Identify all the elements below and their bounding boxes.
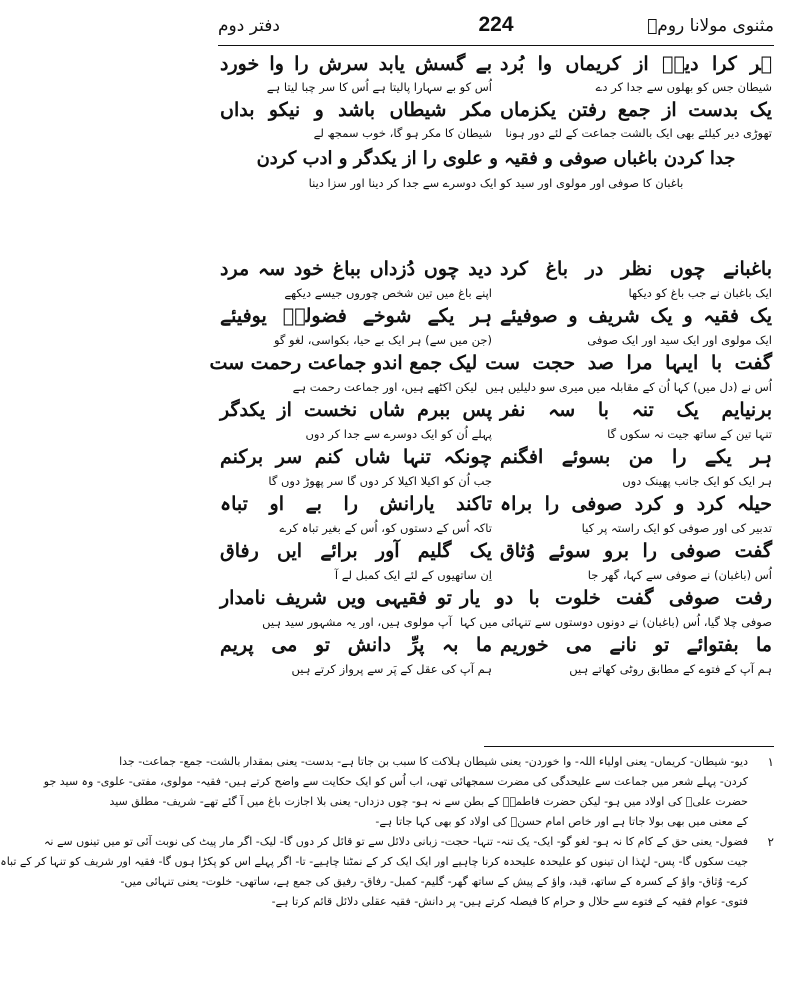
translation-line: شیطان جس کو بھلوں سے جدا کر دے bbox=[595, 80, 772, 94]
translation-line: شیطان کا مکر ہو گا، خوب سمجھ لے bbox=[313, 126, 492, 140]
section-heading-translation: باغبان کا صوفی اور مولوی اور سید کو ایک دوسرے سے جدا کر دینا اور سزا دینا bbox=[308, 176, 684, 190]
verse-line: یک فقیہ و یک شریف و صوفیئے bbox=[500, 305, 772, 327]
volume-label: دفتر دوم bbox=[218, 16, 280, 36]
verse-line: یک گلیم آور برائے ایں رفاق bbox=[220, 540, 492, 562]
translation-line: اُس (باغبان) نے صوفی سے کہا، گھر جا bbox=[587, 568, 772, 582]
book-title: مثنوی مولانا رومؒ bbox=[647, 16, 774, 36]
verse-row bbox=[214, 444, 778, 491]
translation-line: ہم آپ کے فتوے کے مطابق روٹی کھاتے ہیں bbox=[569, 662, 772, 676]
translation-line: اُس کو بے سہارا پالیتا ہے اُس کا سر چبا لیتا ہے bbox=[266, 80, 492, 94]
translation-line: آپ مولوی ہیں، اور یہ مشہور سید ہیں bbox=[262, 615, 452, 629]
translation-line: ایک مولوی اور ایک سید اور ایک صوفی bbox=[587, 333, 772, 347]
verse-line: ہر یکے شوخے فضولیؒ یوفیئے bbox=[220, 305, 492, 327]
top-verses bbox=[214, 51, 778, 193]
verse-row bbox=[214, 397, 778, 444]
main-verses bbox=[209, 256, 778, 679]
footnote-line: جیت سکوں گا- پس- لہٰذا ان تینوں کو علیحدہ علیحدہ کرنا چاہیے اور ایک ایک کر کے نمٹنا چاہیے- تا- اگر پہلے اس کو پکڑا ہوں گا- فقیہ اور شریف کو تنہا کر کے تباہ bbox=[0, 855, 748, 868]
translation-line: تدبیر کی اور صوفی کو ایک راستہ پر کیا bbox=[581, 521, 772, 535]
header-rule bbox=[218, 45, 774, 46]
footnote-line: کرے- وُثاق- واؤ کے کسرہ کے ساتھ، قید، واؤ کے پیش کے ساتھ گھر- گلیم- کمبل- رفاق- رفیق کی جمع ہے، ساتھی- خلوت- یعنی تنہائی میں- bbox=[120, 875, 748, 888]
verse-line: تاکند یارانش را بے او تباہ bbox=[220, 493, 492, 515]
verse-row bbox=[214, 303, 778, 350]
verse-line: حیلہ کرد و کرد صوفی را براہ bbox=[500, 493, 772, 515]
verse-row bbox=[214, 585, 778, 632]
footnote-marker: ۱ bbox=[767, 755, 774, 769]
translation-line: اپنے باغ میں تین شخص چوروں جیسے دیکھے bbox=[284, 286, 492, 300]
verse-row bbox=[209, 350, 778, 397]
footnote-line: دیو- شیطان- کریماں- یعنی اولیاء اللہ- وا خوردن- یعنی شیطان ہلاکت کا سبب بن جاتا ہے- بدست- یعنی بمقدار بالشت- جمع- جماعت- جدا bbox=[119, 755, 748, 768]
footnote-line: حضرت علیؓ کی اولاد میں ہو- لیکن حضرت فاطمہؓ کے بطن سے نہ ہو- چوں دزداں- یعنی بلا اجازت باغ میں آ گئے تھے- شریف- مطلق سید bbox=[109, 795, 748, 808]
footnote-line: فتوی- عوام فقیہ کے فتوے سے حلال و حرام کا فیصلہ کرتے ہیں- پر دانش- فقیہ عقلی دلائل قائم کرتا ہے- bbox=[271, 895, 748, 908]
verse-line: لیک جمع اندو جماعت رحمت ست bbox=[209, 352, 478, 374]
footnote-line: کے معنی میں بھی بولا جاتا ہے اور خاص امام حسنؓ کی اولاد کو بھی کہا جاتا ہے- bbox=[375, 815, 748, 828]
verse-row bbox=[214, 632, 778, 679]
verse-line: پس ببرم شاں نخست از یکدگر bbox=[220, 399, 492, 421]
verse-line: ہر کرا دیوؒ از کریماں وا بُرد bbox=[500, 53, 772, 75]
section-heading: جدا کردن باغباں صوفی و فقیہ و علوی را از یکدگر و ادب کردن bbox=[256, 148, 736, 169]
verse-line: رفت صوفی گفت خلوت با دو یار bbox=[459, 587, 772, 609]
translation-line: اِن ساتھیوں کے لئے ایک کمبل لے آ bbox=[334, 568, 492, 582]
translation-line: تاکہ اُس کے دستوں کو، اُس کے بغیر تباہ کرے bbox=[279, 521, 492, 535]
verse-row bbox=[214, 51, 778, 97]
translation-line: لیکن اکٹھے ہیں، اور جماعت رحمت ہے bbox=[292, 380, 478, 394]
verse-row bbox=[214, 256, 778, 303]
translation-line: تنہا تین کے ساتھ جیت نہ سکوں گا bbox=[607, 427, 772, 441]
verse-line: ہر یکے را من بسوئے افگنم bbox=[500, 446, 772, 468]
translation-line: ایک باغبان نے جب باغ کو دیکھا bbox=[628, 286, 772, 300]
verse-line: دید چوں دُزداں بباغ خود سہ مرد bbox=[220, 258, 492, 280]
footnote bbox=[0, 832, 774, 912]
footnote bbox=[43, 752, 774, 832]
translation-line: (جن میں سے) ہر ایک بے حیا، بکواسی، لغو گو bbox=[273, 333, 492, 347]
verse-line: برنیایم یک تنہ با سہ نفر bbox=[500, 399, 772, 421]
translation-line: تھوڑی دیر کیلئے بھی ایک بالشت جماعت کے لئے دور ہونا bbox=[505, 126, 772, 140]
verse-line: یک بدست از جمع رفتن یکزماں bbox=[500, 99, 772, 121]
verse-line: ما بفتوائے تو نانے می خوریم bbox=[500, 634, 772, 656]
footnote-line: فضول- یعنی حق کے کام کا نہ ہو- لغو گو- ایک- یک تنہ- تنہا- حجت- زبانی دلائل سے تو قائل کر دوں گا- لیک- اگر مار پیٹ کی نوبت آئی تو میں تینوں سے نہ bbox=[43, 835, 748, 848]
translation-line: ہم آپ کی عقل کے پَر سے پرواز کرتے ہیں bbox=[291, 662, 492, 676]
verse-row bbox=[214, 97, 778, 143]
translation-line: صوفی چلا گیا، اُس (باغبان) نے دونوں دوستوں سے تنہائی میں کہا bbox=[459, 615, 772, 629]
translation-line: اُس نے (دل میں) کہا اُن کے مقابلہ میں میری سو دلیلیں ہیں bbox=[485, 380, 772, 394]
verse-row bbox=[214, 538, 778, 585]
verse-line: گفت صوفی را برو سوئے وُثاق bbox=[500, 540, 772, 562]
verse-line: ما بہ پرِّ دانش تو می پریم bbox=[220, 634, 492, 656]
translation-line: جب اُن کو اکیلا اکیلا کر دوں گا سر پھوڑ دوں گا bbox=[268, 474, 492, 488]
footnote-line: کردن- پہلے شعر میں جماعت سے علیحدگی کی مضرت سمجھائی تھی، اب اُس کو ایک حکایت سے واضح کرتے ہیں- فقیہ- مولوی، مفتی- علوی- وہ سید جو bbox=[43, 775, 748, 788]
page-number: 224 bbox=[478, 13, 514, 36]
verse-line: مکر شیطاں باشد و نیکو بداں bbox=[220, 99, 492, 121]
footnote-rule bbox=[484, 746, 774, 747]
footnotes bbox=[0, 752, 774, 912]
verse-line: بے گسش یابد سرش را وا خورد bbox=[220, 53, 492, 75]
verse-row bbox=[214, 491, 778, 538]
verse-line: باغبانے چوں نظر در باغ کرد bbox=[500, 258, 772, 280]
verse-line: چونکہ تنہا شاں کنم سر برکنم bbox=[220, 446, 492, 468]
translation-line: پہلے اُن کو ایک دوسرے سے جدا کر دوں bbox=[305, 427, 492, 441]
verse-line: تو فقیہی ویں شریف نامدار bbox=[220, 587, 452, 609]
translation-line: ہر ایک کو ایک جانب پھینک دوں bbox=[622, 474, 772, 488]
verse-line: گفت با ایںہا مرا صد حجت ست bbox=[485, 352, 772, 374]
page-header bbox=[218, 13, 774, 44]
footnote-marker: ۲ bbox=[767, 835, 774, 849]
